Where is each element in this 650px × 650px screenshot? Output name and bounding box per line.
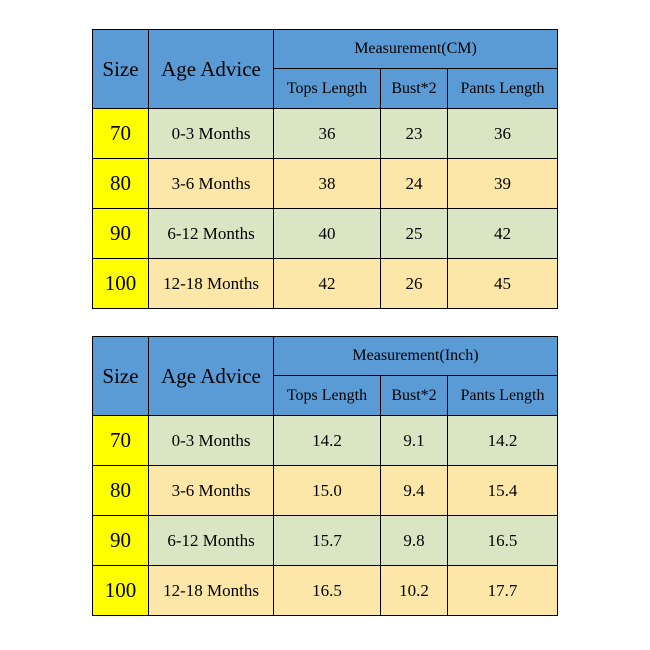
age-cell: 6-12 Months	[149, 516, 274, 566]
tops-length-cell: 14.2	[274, 416, 381, 466]
bust-cell: 10.2	[381, 566, 448, 616]
column-header-tops-length: Tops Length	[274, 69, 381, 109]
pants-length-cell: 36	[448, 109, 558, 159]
age-advice-header: Age Advice	[149, 30, 274, 109]
size-cell: 90	[93, 516, 149, 566]
size-cell: 100	[93, 259, 149, 309]
size-cell: 80	[93, 159, 149, 209]
size-chart-inch	[92, 336, 558, 616]
table-row	[93, 516, 558, 566]
column-header-pants-length: Pants Length	[448, 69, 558, 109]
table-row	[93, 109, 558, 159]
bust-cell: 9.8	[381, 516, 448, 566]
age-cell: 3-6 Months	[149, 159, 274, 209]
measurement-header: Measurement(Inch)	[274, 337, 558, 376]
tops-length-cell: 38	[274, 159, 381, 209]
size-cell: 70	[93, 109, 149, 159]
pants-length-cell: 16.5	[448, 516, 558, 566]
bust-cell: 24	[381, 159, 448, 209]
size-cell: 80	[93, 466, 149, 516]
table-row	[93, 566, 558, 616]
column-header-bust: Bust*2	[381, 376, 448, 416]
table-row	[93, 209, 558, 259]
tops-length-cell: 15.0	[274, 466, 381, 516]
column-header-pants-length: Pants Length	[448, 376, 558, 416]
pants-length-cell: 15.4	[448, 466, 558, 516]
age-cell: 12-18 Months	[149, 259, 274, 309]
age-cell: 0-3 Months	[149, 109, 274, 159]
measurement-header: Measurement(CM)	[274, 30, 558, 69]
size-header: Size	[93, 337, 149, 416]
pants-length-cell: 17.7	[448, 566, 558, 616]
tops-length-cell: 42	[274, 259, 381, 309]
table-row	[93, 259, 558, 309]
age-cell: 6-12 Months	[149, 209, 274, 259]
pants-length-cell: 14.2	[448, 416, 558, 466]
bust-cell: 26	[381, 259, 448, 309]
tops-length-cell: 40	[274, 209, 381, 259]
bust-cell: 25	[381, 209, 448, 259]
size-chart-cm	[92, 29, 558, 309]
pants-length-cell: 45	[448, 259, 558, 309]
age-advice-header: Age Advice	[149, 337, 274, 416]
size-header: Size	[93, 30, 149, 109]
size-cell: 70	[93, 416, 149, 466]
table-row	[93, 159, 558, 209]
bust-cell: 9.4	[381, 466, 448, 516]
age-cell: 0-3 Months	[149, 416, 274, 466]
pants-length-cell: 42	[448, 209, 558, 259]
column-header-bust: Bust*2	[381, 69, 448, 109]
tops-length-cell: 15.7	[274, 516, 381, 566]
size-cell: 90	[93, 209, 149, 259]
pants-length-cell: 39	[448, 159, 558, 209]
age-cell: 3-6 Months	[149, 466, 274, 516]
bust-cell: 9.1	[381, 416, 448, 466]
tops-length-cell: 16.5	[274, 566, 381, 616]
size-cell: 100	[93, 566, 149, 616]
tops-length-cell: 36	[274, 109, 381, 159]
column-header-tops-length: Tops Length	[274, 376, 381, 416]
age-cell: 12-18 Months	[149, 566, 274, 616]
bust-cell: 23	[381, 109, 448, 159]
table-row	[93, 416, 558, 466]
table-row	[93, 466, 558, 516]
